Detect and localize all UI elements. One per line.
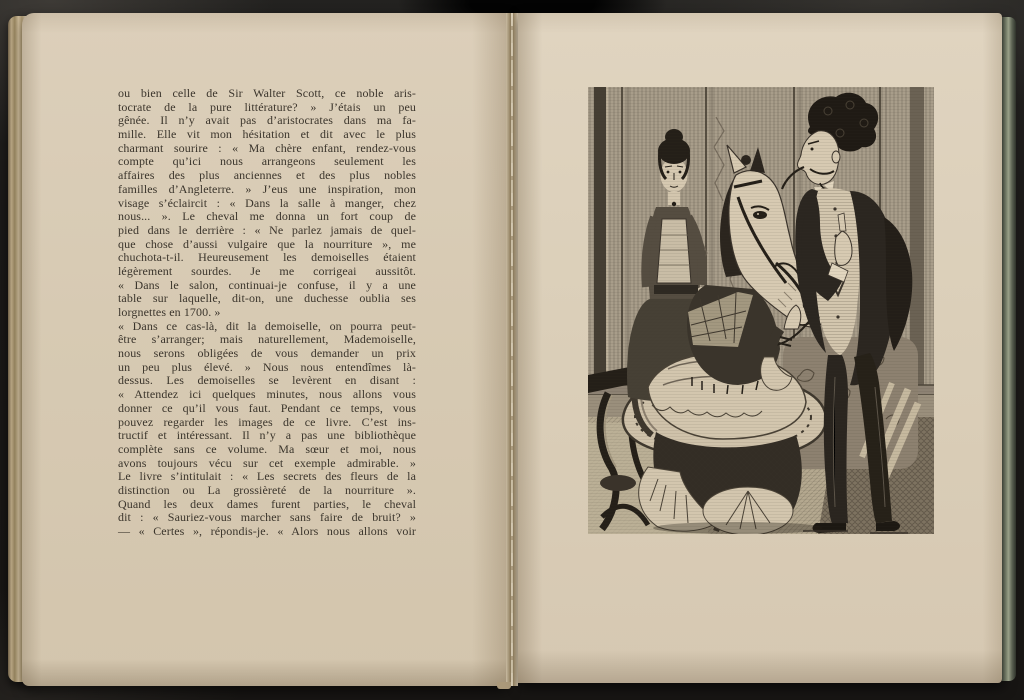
text-line: gênée. Il n’y avait pas d’aristocrates dans ma fa- bbox=[118, 113, 416, 128]
text-line: distinction ou La grossièreté de la nourriture ». bbox=[118, 482, 416, 497]
text-line: complète sans ce volume. Ma sœur et moi, nous bbox=[118, 441, 416, 456]
text-line: donner ce qu’il vous faut. Pendant ce temps, vous bbox=[118, 400, 416, 415]
text-line: familles d’Angleterre. » J’eus une inspiration, mon bbox=[118, 181, 416, 196]
text-line: dessus. Les demoiselles se levèrent en disant : bbox=[118, 373, 416, 388]
text-line: « Dans le salon, continuai-je confuse, il y a une bbox=[118, 277, 416, 292]
text-line: « Dans ce cas-là, dit la demoiselle, on pourra peut- bbox=[118, 318, 416, 333]
left-page bbox=[22, 13, 506, 686]
text-line: nous serons obligées de vous demander un prix bbox=[118, 346, 416, 361]
text-line: avons toujours vécu sur cet exemple admirable. » bbox=[118, 455, 416, 470]
text-line: visage s’éclaircit : « Dans la salle à manger, chez bbox=[118, 195, 416, 210]
book-cover-edge bbox=[1002, 17, 1016, 681]
illustration-svg bbox=[588, 87, 934, 534]
text-line: pied dans le derrière : « Ne parlez jamais de quel- bbox=[118, 222, 416, 237]
text-line: pouvez regarder les images de ce livre. C’est ins- bbox=[118, 414, 416, 429]
text-line: Quand les deux dames furent parties, le cheval bbox=[118, 496, 416, 511]
text-line: Le livre s’intitulait : « Les secrets des fleurs de la bbox=[118, 469, 416, 484]
text-line: compte qu’ici nous arrangeons seulement les bbox=[118, 154, 416, 169]
text-line: table sur laquelle, dit-on, une duchesse oublia ses bbox=[118, 291, 416, 306]
text-line: chuchota-t-il. Heureusement les demoiselles étaient bbox=[118, 250, 416, 265]
page-text-block bbox=[118, 87, 416, 539]
text-line: dit : « Sauriez-vous marcher sans faire de bruit? » bbox=[118, 510, 416, 525]
book-gutter bbox=[506, 13, 518, 686]
text-line: tructif et intéressant. Il n’y a pas une bibliothèque bbox=[118, 428, 416, 443]
text-line: lorgnettes en 1700. » bbox=[118, 305, 221, 319]
text-line: que chose d’aussi vulgaire que la nourriture », me bbox=[118, 236, 416, 251]
shadows bbox=[588, 87, 934, 534]
text-line: tocrate de la pure littérature? » J’étais un peu bbox=[118, 99, 416, 114]
text-line: — « Certes », répondis-je. « Alors nous allons voir bbox=[118, 524, 416, 538]
book-illustration bbox=[588, 87, 934, 534]
text-line: affaires des plus anciennes et des plus nobles bbox=[118, 168, 416, 183]
spine-tail bbox=[497, 682, 511, 689]
text-line: ou bien celle de Sir Walter Scott, ce noble aris- bbox=[118, 86, 416, 100]
text-line: mille. Elle vit mon hésitation et dit avec le plus bbox=[118, 127, 416, 142]
text-line: être s’arranger; mais naturellement, Mademoiselle, bbox=[118, 332, 416, 347]
text-line: nous... ». Le cheval me donna un fort coup de bbox=[118, 209, 416, 224]
right-page bbox=[518, 13, 1002, 683]
text-line: un peu plus élevé. » Nous nous entendîmes là- bbox=[118, 359, 416, 374]
text-line: « Attendez ici quelques minutes, nous allons vous bbox=[118, 387, 416, 402]
text-line: légèrement sourdes. Je me corrigeai aussitôt. bbox=[118, 263, 416, 278]
binding-stitch bbox=[511, 13, 513, 686]
text-line: charmant sourire : « Ma chère enfant, rendez-vous bbox=[118, 140, 416, 155]
